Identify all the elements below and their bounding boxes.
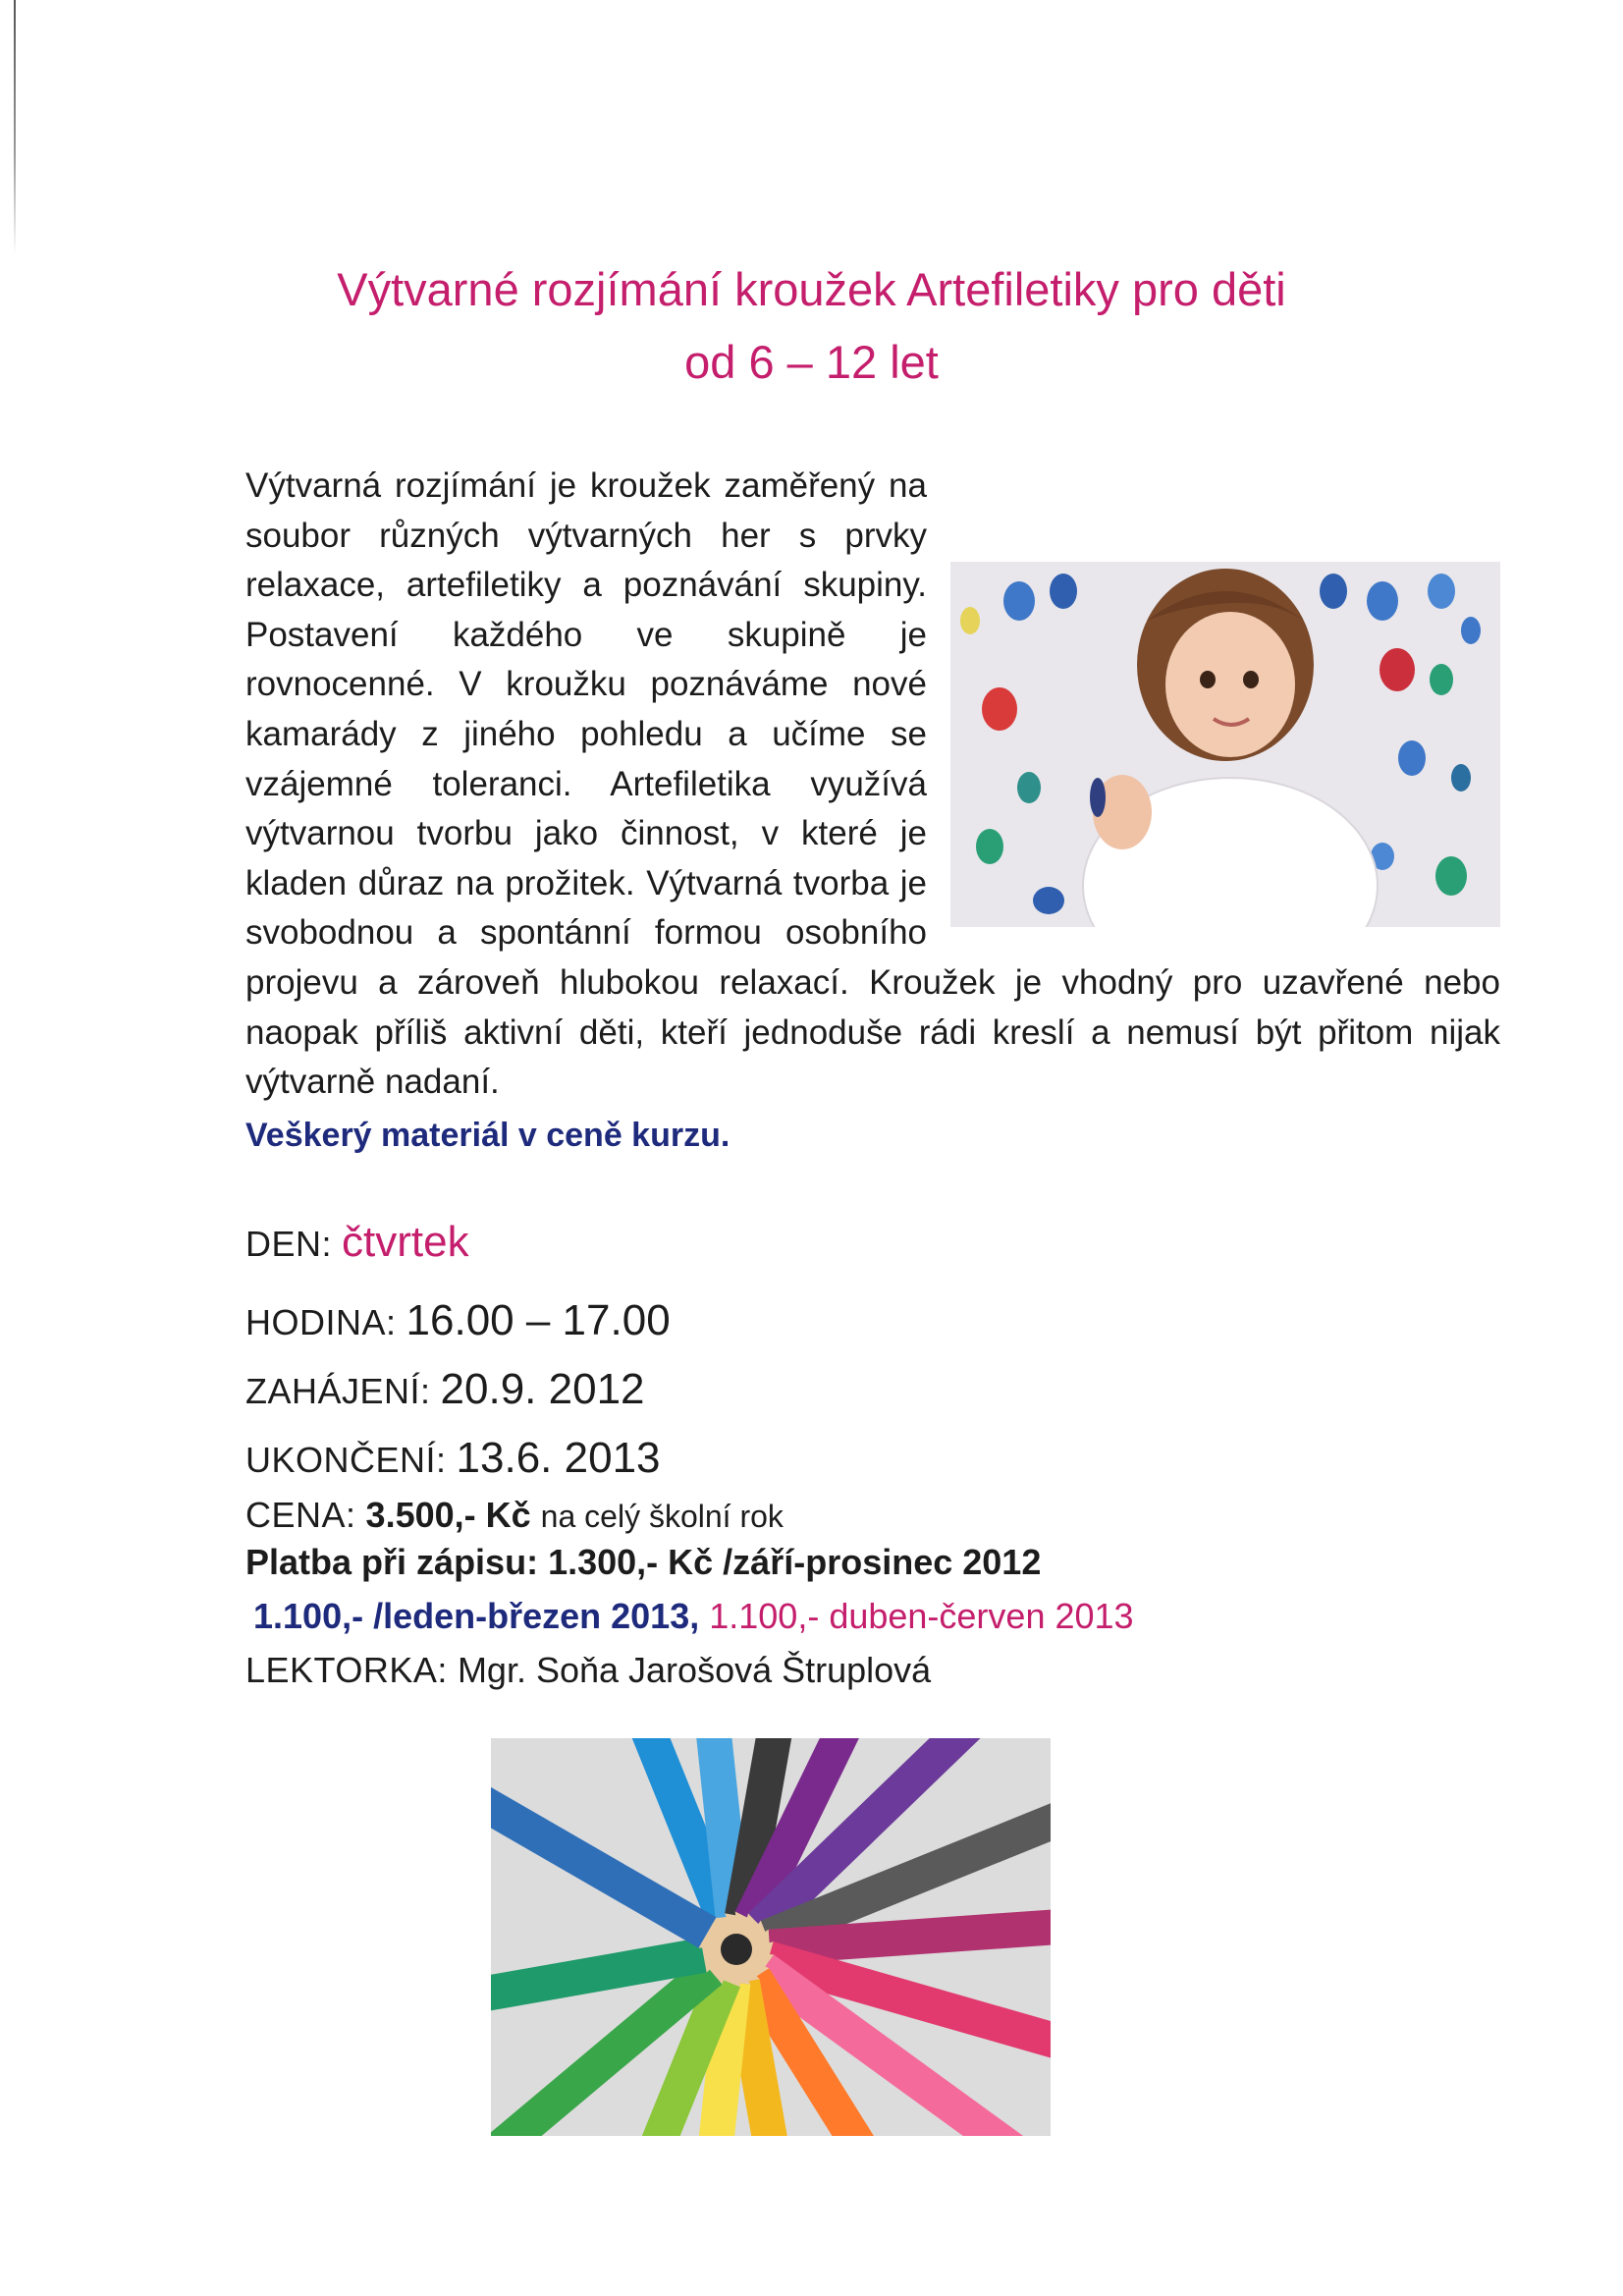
hour-value: 16.00 – 17.00 — [406, 1296, 671, 1344]
payment-second: 1.100,- /leden-březen 2013, — [253, 1596, 700, 1636]
description-paragraph: Výtvarná rozjímání je kroužek zaměřený na soubor různých výtvarných her s prvky relaxace, artefiletiky a poznávání skupiny. Postavení každého ve skupině je rovnocenné. V kroužku poznáváme nové kamarády z jiného pohledu a učíme se vzájemné toleranci. Artefiletika využívá výtvarnou tvorbu jako činnost, v které je kladen důraz na prožitek. Výtvarná tvorba je svobodnou a spontánní formou osobního projevu a zároveň hlubokou relaxací. Kroužek je vhodný pro uzavřené nebo naopak příliš aktivní děti, kteří jednoduše rádi kreslí a nemusí být přitom nijak výtvarně nadaní. — [245, 466, 1500, 1102]
start-value: 20.9. 2012 — [440, 1365, 645, 1413]
title-line-1: Výtvarné rozjímání kroužek Artefiletiky pro děti — [337, 263, 1286, 315]
colored-pencils-photo — [491, 1738, 1051, 2136]
day-label: DEN: — [245, 1224, 333, 1264]
lecturer-label: LEKTORKA: — [245, 1650, 448, 1690]
end-label: UKONČENÍ: — [245, 1440, 447, 1480]
price-label: CENA: — [245, 1495, 356, 1535]
day-row — [245, 1218, 469, 1267]
day-value: čtvrtek — [342, 1218, 469, 1266]
end-value: 13.6. 2013 — [456, 1434, 661, 1482]
payment-first: 1.300,- Kč /září-prosinec 2012 — [548, 1542, 1042, 1582]
end-row — [245, 1434, 661, 1483]
start-label: ZAHÁJENÍ: — [245, 1371, 431, 1411]
hour-row — [245, 1296, 671, 1345]
payment-third: 1.100,- duben-červen 2013 — [709, 1596, 1134, 1636]
page-title — [0, 253, 1623, 399]
description-block — [245, 462, 1500, 1163]
lecturer-row — [245, 1650, 931, 1691]
scan-edge-shadow — [14, 0, 16, 255]
payment-row — [245, 1542, 1041, 1583]
price-note: na celý školní rok — [540, 1499, 784, 1534]
hour-label: HODINA: — [245, 1302, 397, 1342]
lecturer-value: Mgr. Soňa Jarošová Štruplová — [457, 1650, 932, 1690]
title-line-2: od 6 – 12 let — [684, 336, 939, 388]
payment-label: Platba při zápisu: — [245, 1542, 539, 1582]
price-row — [245, 1495, 784, 1536]
material-note: Veškerý materiál v ceně kurzu. — [245, 1116, 730, 1154]
payment-continued-row — [253, 1596, 1134, 1637]
child-handprints-photo — [950, 562, 1500, 927]
price-value: 3.500,- Kč — [365, 1495, 531, 1535]
start-row — [245, 1365, 645, 1414]
